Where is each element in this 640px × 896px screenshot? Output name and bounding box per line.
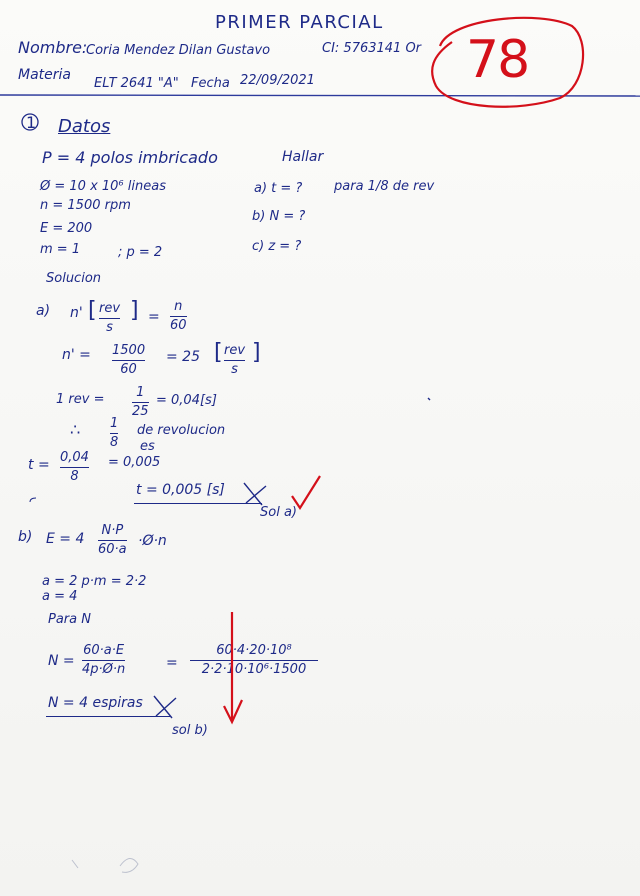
- calc-den: 60: [120, 361, 137, 377]
- calc-lhs: n' =: [62, 347, 91, 363]
- hallar-item: para 1/8 de rev: [334, 179, 435, 194]
- name-label: Nombre:: [18, 38, 88, 57]
- eighth-den: 8: [110, 434, 119, 450]
- n-lhs: N =: [48, 653, 75, 669]
- strike-mark-b: [154, 696, 176, 718]
- bracket-close: ]: [130, 298, 139, 323]
- datos-line: m = 1: [40, 242, 81, 257]
- eighth-es: es: [140, 439, 155, 454]
- materia-label: Materia: [18, 67, 71, 83]
- bracket-open: [: [214, 340, 223, 365]
- bracket-close: ]: [252, 340, 261, 365]
- eighth-text: de revolucion: [137, 423, 226, 438]
- eighth-num: 1: [110, 416, 119, 431]
- n-equals: =: [166, 655, 178, 671]
- fecha-label: Fecha: [191, 76, 230, 91]
- n-formula-num: 60·a·E: [83, 643, 125, 658]
- rev-lhs: 1 rev =: [56, 392, 105, 407]
- problem-number: 1: [26, 113, 37, 132]
- part-b-label: b): [18, 529, 33, 545]
- faint-bleed-mark: [120, 858, 138, 872]
- datos-line: Ø = 10 x 10⁶ lineas: [40, 179, 166, 194]
- n-den: 60: [170, 317, 187, 333]
- fecha-value: 22/09/2021: [240, 73, 315, 88]
- t-num: 0,04: [60, 450, 89, 465]
- n-num: n: [174, 299, 183, 314]
- e-num: N·P: [101, 523, 124, 538]
- t-den: 8: [70, 468, 79, 484]
- e-tail: ·Ø·n: [138, 533, 167, 549]
- ink-dot: [428, 398, 430, 400]
- materia-value: ELT 2641 "A": [94, 76, 179, 91]
- hallar-title: Hallar: [282, 149, 324, 165]
- hallar-item: a) t = ?: [254, 181, 303, 196]
- strike-mark-a: [244, 483, 266, 505]
- ink-dot: [30, 498, 36, 502]
- t-lhs: t =: [28, 457, 50, 473]
- n-numeric-num: 60·4·20·10⁸: [216, 643, 292, 658]
- e-lhs: E = 4: [46, 531, 85, 547]
- header-rule: [0, 95, 640, 96]
- faint-bleed-mark: [72, 860, 78, 868]
- calc-result: = 25: [166, 349, 200, 365]
- check-icon: [292, 476, 320, 508]
- n-numeric-den: 2·2·10·10⁶·1500: [201, 661, 307, 677]
- unit-num: rev: [224, 343, 246, 358]
- grade: 78: [466, 30, 529, 90]
- therefore-symbol: ∴: [70, 420, 81, 439]
- datos-line: ; p = 2: [118, 245, 163, 260]
- name-value: Coria Mendez Dilan Gustavo: [86, 43, 271, 58]
- unit-den: s: [231, 361, 238, 377]
- n-formula-den: 4p·Ø·n: [82, 661, 126, 677]
- rev-num: 1: [136, 385, 145, 400]
- hallar-item: b) N = ?: [252, 209, 306, 224]
- n-prime: n': [70, 305, 83, 321]
- rev-result: = 0,04[s]: [156, 393, 217, 408]
- bracket-open: [: [88, 298, 97, 323]
- sol-b-label: sol b): [172, 723, 208, 738]
- t-result: = 0,005: [108, 455, 161, 470]
- equals-sign: =: [148, 309, 160, 325]
- a-line: a = 4: [42, 589, 78, 604]
- unit-num: rev: [99, 301, 121, 316]
- sol-a-label: Sol a): [260, 505, 297, 520]
- datos-line: P = 4 polos imbricado: [42, 148, 218, 167]
- para-n: Para N: [48, 612, 91, 627]
- solucion-title: Solucion: [46, 271, 102, 286]
- answer-a: t = 0,005 [s]: [136, 482, 225, 498]
- calc-num: 1500: [112, 343, 146, 358]
- e-den: 60·a: [98, 541, 127, 557]
- problem-number-circle: [22, 114, 38, 130]
- ci-value: CI: 5763141 Or: [322, 41, 422, 56]
- part-a-label: a): [36, 303, 51, 319]
- check-icon: [224, 612, 242, 722]
- answer-b: N = 4 espiras: [48, 695, 143, 711]
- datos-line: E = 200: [40, 221, 93, 236]
- a-line: a = 2 p·m = 2·2: [42, 574, 147, 589]
- datos-title: Datos: [58, 116, 111, 137]
- hallar-item: c) z = ?: [252, 239, 302, 254]
- unit-den: s: [106, 319, 113, 335]
- exam-title: PRIMER PARCIAL: [215, 12, 384, 33]
- datos-line: n = 1500 rpm: [40, 198, 131, 213]
- rev-den: 25: [132, 403, 149, 419]
- grade-circle: [432, 18, 583, 107]
